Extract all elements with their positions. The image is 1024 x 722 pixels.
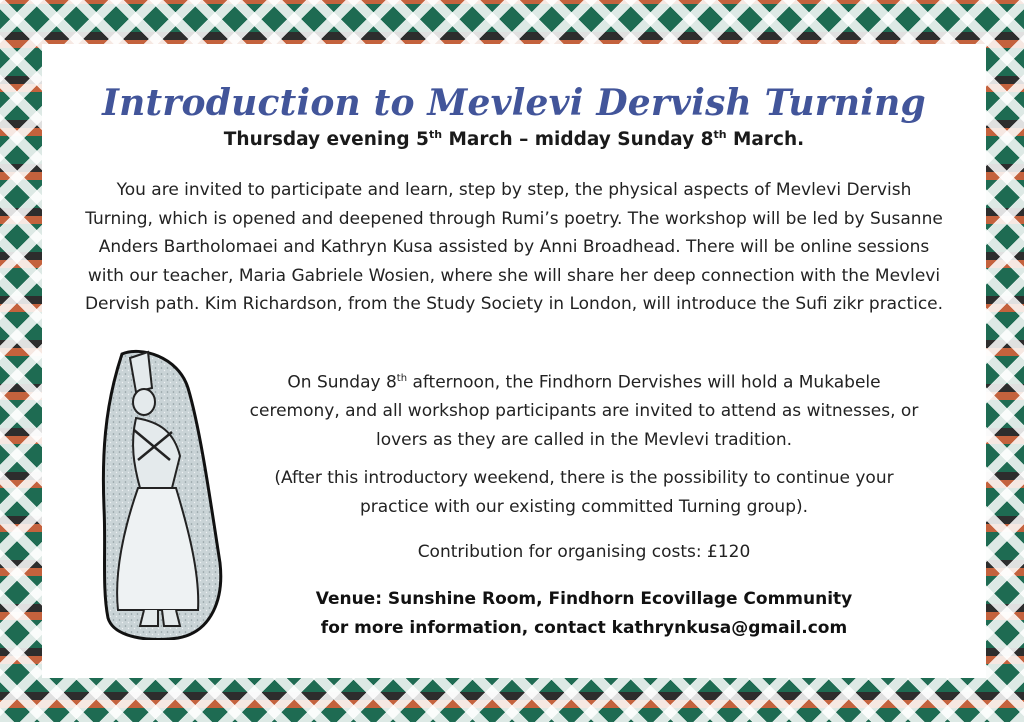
ceremony-part-2: afternoon, the Findhorn Dervishes will hold a Mukabele ceremony, and all workshop participants are invited to attend as witnesses, or lovers as they are called in the Mevlevi tradition.	[249, 372, 919, 450]
dates-sup-1: th	[428, 128, 443, 141]
flyer-title: Introduction to Mevlevi Dervish Turning	[102, 82, 926, 124]
intro-paragraph: You are invited to participate and learn, step by step, the physical aspects of Mevlevi Dervish Turning, which is opened and deepened through Rumi’s poetry. The workshop will be led by Susanne Anders Bartholomaei and Kathryn Kusa assisted by Anni Broadhead. There will be online sessions with our teacher, Maria Gabriele Wosien, where she will share her deep connection with the Mevlevi Dervish path. Kim Richardson, from the Study Society in London, will introduce the Sufi zikr practice.	[84, 180, 944, 314]
dates-part-3: March.	[726, 129, 805, 151]
dates-sup-2: th	[713, 128, 727, 141]
dervish-illustration	[100, 348, 224, 640]
venue-block	[242, 585, 926, 642]
continuation-paragraph: (After this introductory weekend, there is the possibility to continue your practice with our existing committed Turning group).	[274, 468, 894, 517]
ceremony-paragraph	[242, 365, 926, 454]
contribution-text: Contribution for organising costs: £120	[417, 542, 751, 562]
flyer-panel	[42, 44, 986, 678]
ceremony-part-1: On Sunday 8	[287, 372, 397, 393]
dates-part-1: Thursday evening 5	[223, 129, 429, 151]
venue-line: Venue: Sunshine Room, Findhorn Ecovillage Community	[315, 589, 853, 609]
ceremony-sup: th	[396, 373, 408, 384]
contact-line: for more information, contact kathrynkusa@gmail.com	[320, 617, 848, 638]
dates-part-2: March – midday Sunday 8	[442, 129, 714, 151]
event-dates	[42, 128, 986, 150]
